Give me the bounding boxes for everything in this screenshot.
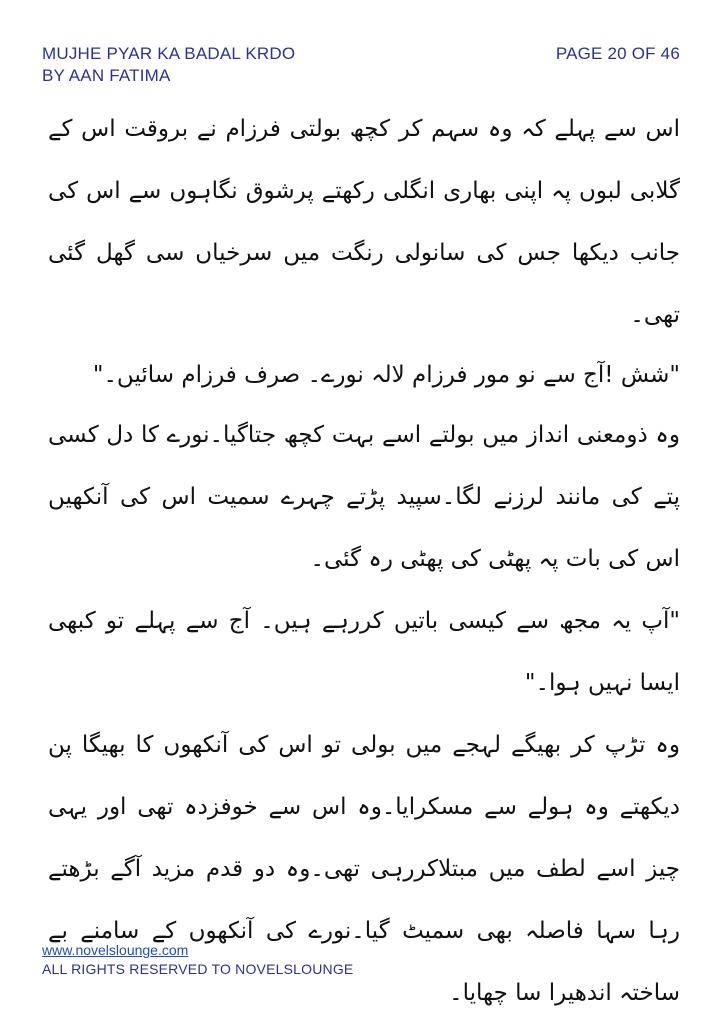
page-indicator: PAGE 20 OF 46 bbox=[555, 44, 680, 63]
dialogue-paragraph: "آپ یہ مجھ سے کیسی باتیں کررہے ہیں۔ آج سے پہلے تو کبھی ایسا نہیں ہوا۔" bbox=[48, 608, 680, 696]
author-name: BY AAN FATIMA bbox=[42, 66, 171, 85]
novel-title: MUJHE PYAR KA BADAL KRDO bbox=[42, 44, 296, 63]
website-link[interactable]: www.novelslounge.com bbox=[42, 942, 189, 958]
dialogue-paragraph: "شش !آج سے نو مور فرزام لالہ نورے۔ صرف فرزام سائیں۔" bbox=[92, 362, 680, 388]
story-body bbox=[48, 98, 680, 1024]
paragraph: وہ ذومعنی انداز میں بولتے اسے بہت کچھ جتاگیا۔نورے کا دل کسی پتے کی مانند لرزنے لگا۔سپید پڑتے چہرے سمیت اس کی آنکھیں اس کی بات پہ پھٹی کی پھٹی رہ گئی۔ bbox=[48, 422, 680, 572]
paragraph: وہ تڑپ کر بھیگے لہجے میں بولی تو اس کی آنکھوں کا بھیگا پن دیکھتے وہ ہولے سے مسکرایا۔وہ اس سے خوفزدہ تھی اور یہی چیز اسے لطف میں مبتلاکررہی تھی۔وہ دو قدم مزید آگے بڑھتے رہا سہا فاصلہ بھی سمیٹ گیا۔نورے کی آنکھوں کے سامنے بے ساختہ اندھیرا سا چھایا۔ bbox=[48, 732, 680, 1006]
copyright-notice: ALL RIGHTS RESERVED TO NOVELSLOUNGE bbox=[42, 961, 354, 977]
paragraph: اس سے پہلے کہ وہ سہم کر کچھ بولتی فرزام نے بروقت اس کے گلابی لبوں پہ اپنی بھاری انگلی رکھتے پرشوق نگاہوں سے اس کی جانب دیکھا جس کی سانولی رنگت میں سرخیاں سی گھل گئی تھی۔ bbox=[48, 116, 680, 328]
